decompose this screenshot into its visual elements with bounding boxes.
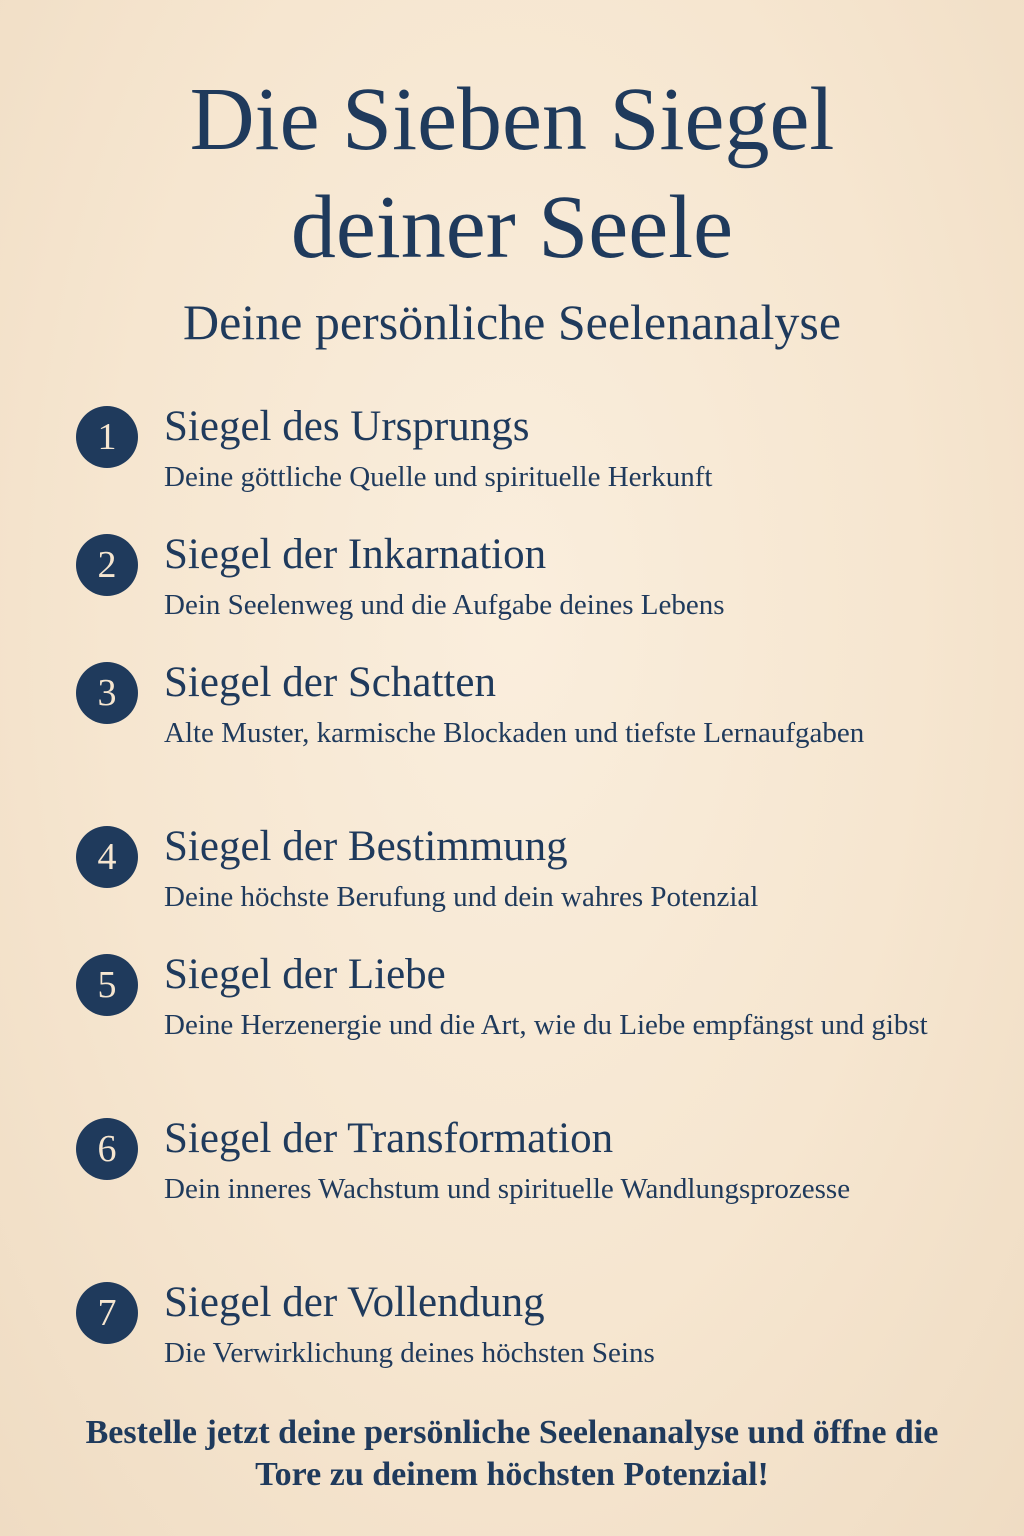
seal-title: Siegel der Vollendung xyxy=(164,1279,545,1326)
seal-description: Dein Seelenweg und die Aufgabe deines Lebens xyxy=(164,589,725,621)
call-to-action-text: Bestelle jetzt deine persönliche Seelenanalyse und öffne die Tore zu deinem höchsten Potenzial! xyxy=(85,1414,939,1493)
page-title-line-2: deiner Seele xyxy=(290,178,734,277)
seal-number-badge: 5 xyxy=(76,954,138,1016)
seal-title: Siegel der Liebe xyxy=(164,951,446,998)
seal-title: Siegel der Transformation xyxy=(164,1115,614,1162)
seal-number-badge: 4 xyxy=(76,826,138,888)
seal-title: Siegel der Inkarnation xyxy=(164,531,547,578)
seal-number-badge: 6 xyxy=(76,1118,138,1180)
seal-description: Deine göttliche Quelle und spirituelle Herkunft xyxy=(164,461,713,493)
seal-description: Deine höchste Berufung und dein wahres Potenzial xyxy=(164,881,759,913)
seal-number-badge: 3 xyxy=(76,662,138,724)
seal-number-badge: 2 xyxy=(76,534,138,596)
page-title-line-1: Die Sieben Siegel xyxy=(189,70,835,169)
seal-title: Siegel der Schatten xyxy=(164,659,496,706)
page-subtitle: Deine persönliche Seelenanalyse xyxy=(182,294,842,350)
seal-number-badge: 7 xyxy=(76,1282,138,1344)
seal-description: Dein inneres Wachstum und spirituelle Wandlungsprozesse xyxy=(164,1173,851,1205)
seal-description: Alte Muster, karmische Blockaden und tiefste Lernaufgaben xyxy=(164,717,865,749)
seal-number-badge: 1 xyxy=(76,406,138,468)
seal-description: Die Verwirklichung deines höchsten Seins xyxy=(164,1337,655,1369)
seal-title: Siegel des Ursprungs xyxy=(164,403,530,450)
seal-title: Siegel der Bestimmung xyxy=(164,823,568,870)
seal-description: Deine Herzenergie und die Art, wie du Liebe empfängst und gibst xyxy=(164,1009,928,1041)
